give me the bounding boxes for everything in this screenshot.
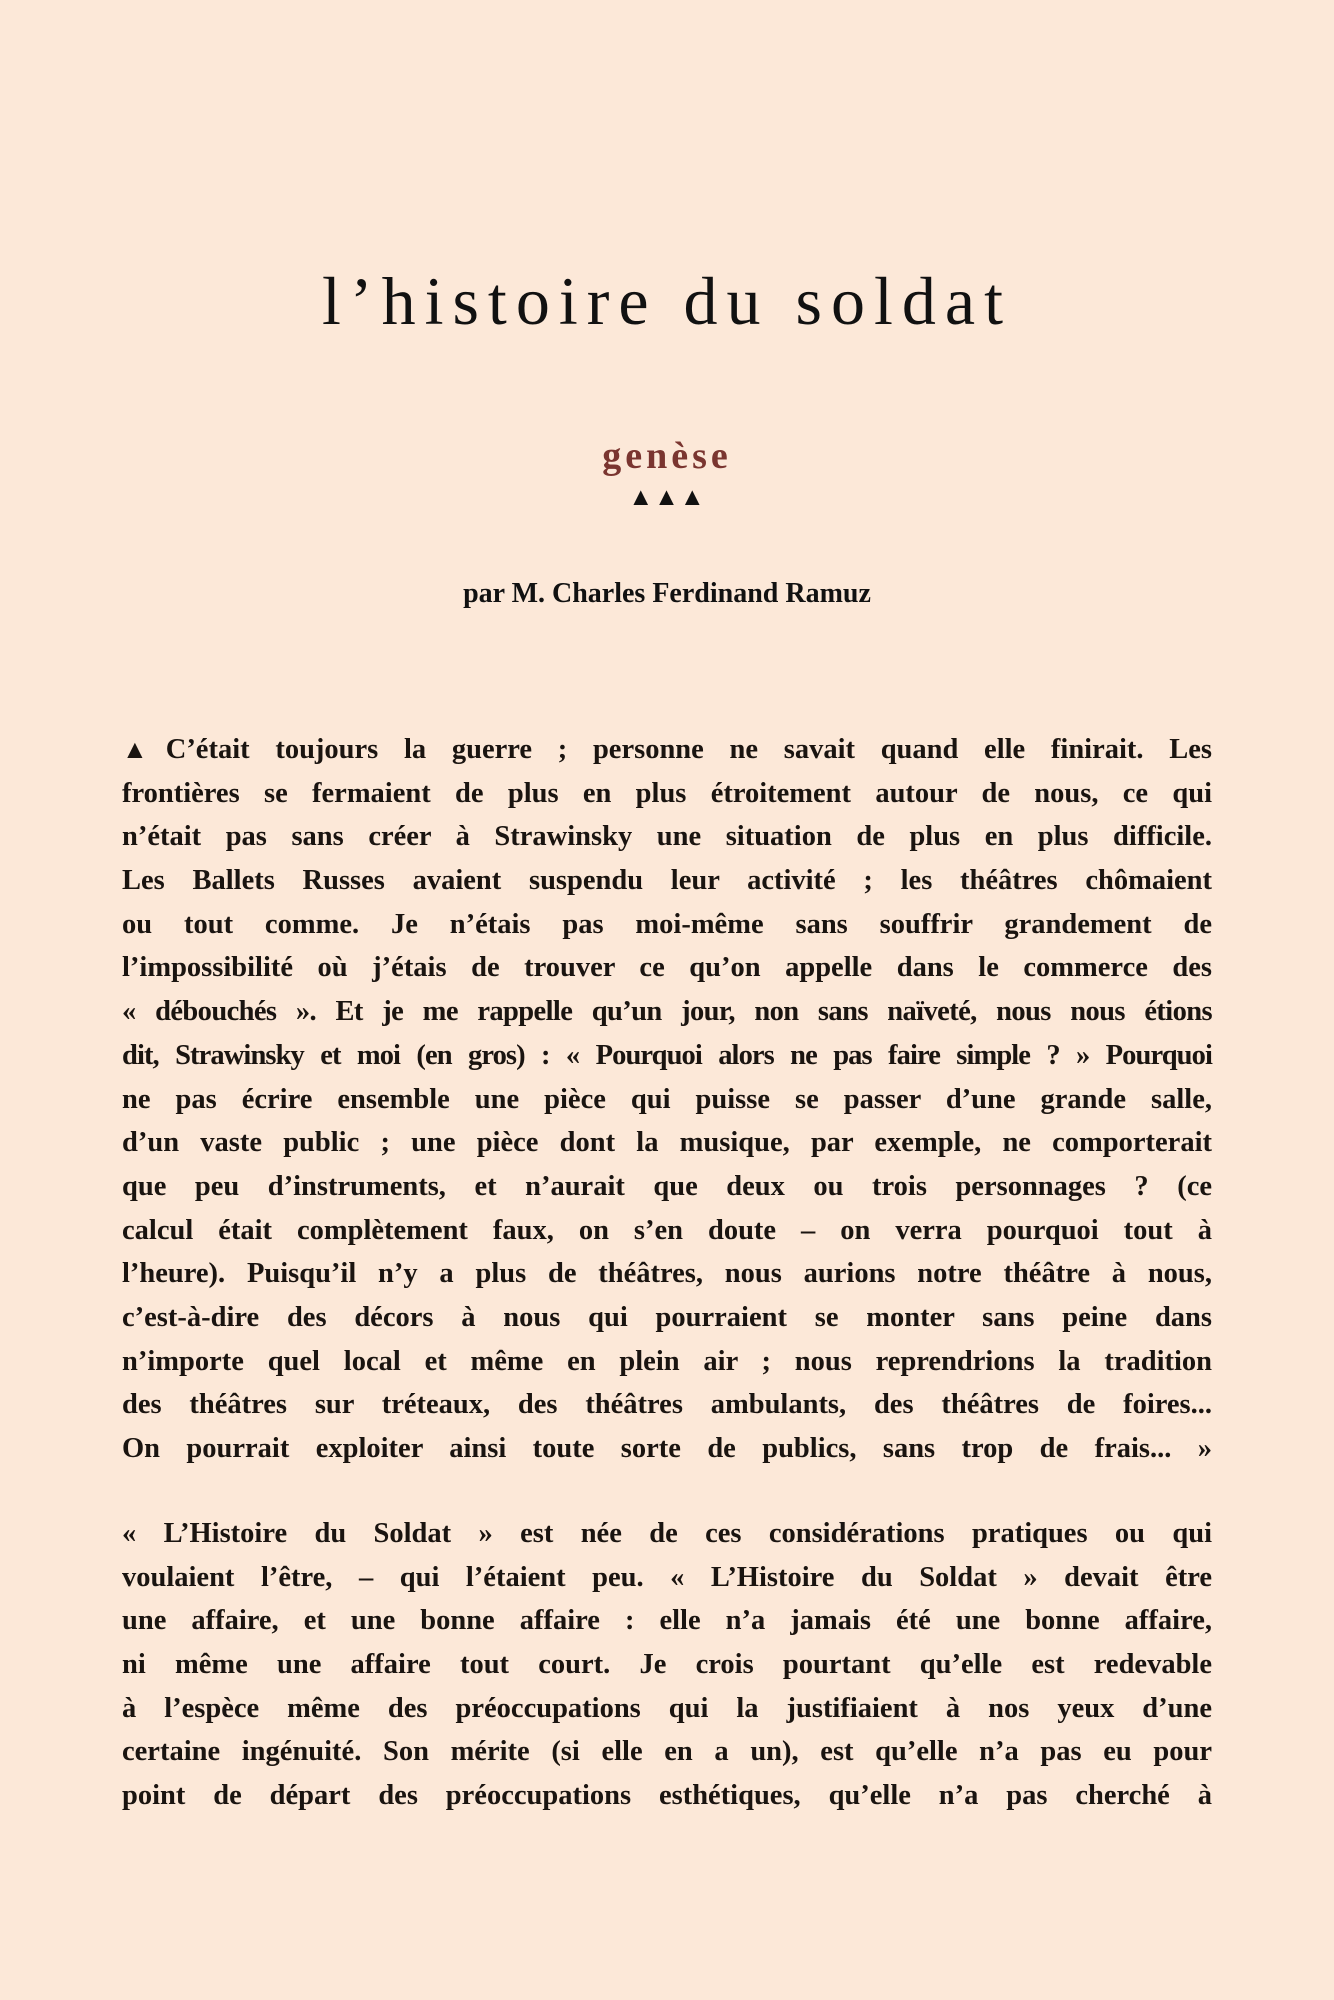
text-line: On pourrait exploiter ainsi toute sorte de publics, sans trop de frais... » xyxy=(122,1433,1212,1464)
page-title: l’histoire du soldat xyxy=(322,263,1012,339)
text-line: une affaire, et une bonne affaire : elle n’a jamais été une bonne affaire, xyxy=(122,1605,1212,1637)
text-line: n’était pas sans créer à Strawinsky une situation de plus en plus difficile. xyxy=(122,821,1212,853)
triangle-ornament-icon: ▲▲▲ xyxy=(628,484,706,511)
text-line: point de départ des préoccupations esthétiques, qu’elle n’a pas cherché à xyxy=(122,1780,1212,1812)
text-line: certaine ingénuité. Son mérite (si elle en a un), est qu’elle n’a pas eu pour xyxy=(122,1736,1212,1768)
text-line: c’est-à-dire des décors à nous qui pourraient se monter sans peine dans xyxy=(122,1301,1212,1333)
text-line xyxy=(122,728,1212,772)
text-line: ne pas écrire ensemble une pièce qui puisse se passer d’une grande salle, xyxy=(122,1083,1212,1115)
text-line: n’importe quel local et même en plein air ; nous reprendrions la tradition xyxy=(122,1345,1212,1377)
text-line: l’heure). Puisqu’il n’y a plus de théâtres, nous aurions notre théâtre à nous, xyxy=(122,1258,1212,1290)
text-line: Les Ballets Russes avaient suspendu leur activité ; les théâtres chômaient xyxy=(122,865,1212,897)
text-line: ou tout comme. Je n’étais pas moi-même sans souffrir grandement de xyxy=(122,908,1212,940)
text-line: voulaient l’être, – qui l’étaient peu. « L’Histoire du Soldat » devait être xyxy=(122,1561,1212,1593)
text-line-content: C’était toujours la guerre ; personne ne savait quand elle finirait. Les xyxy=(165,734,1212,765)
text-line: que peu d’instruments, et n’aurait que deux ou trois personnages ? (ce xyxy=(122,1170,1212,1202)
text-line: dit, Strawinsky et moi (en gros) : « Pourquoi alors ne pas faire simple ? » Pourquoi xyxy=(122,1039,1212,1071)
text-line: des théâtres sur tréteaux, des théâtres ambulants, des théâtres de foires... xyxy=(122,1389,1212,1421)
text-line: « débouchés ». Et je me rappelle qu’un jour, non sans naïveté, nous nous étions xyxy=(122,996,1212,1028)
text-line: l’impossibilité où j’étais de trouver ce qu’on appelle dans le commerce des xyxy=(122,952,1212,984)
section-title: genèse xyxy=(602,435,732,477)
author-byline: par M. Charles Ferdinand Ramuz xyxy=(463,578,871,609)
paragraph-1 xyxy=(122,728,1212,1471)
triangle-bullet-icon: ▲ xyxy=(122,735,148,764)
paragraph-2 xyxy=(122,1512,1212,1818)
text-line: ni même une affaire tout court. Je crois pourtant qu’elle est redevable xyxy=(122,1649,1212,1681)
text-line: « L’Histoire du Soldat » est née de ces considérations pratiques ou qui xyxy=(122,1518,1212,1549)
text-line: d’un vaste public ; une pièce dont la musique, par exemple, ne comporterait xyxy=(122,1127,1212,1159)
text-line: calcul était complètement faux, on s’en doute – on verra pourquoi tout à xyxy=(122,1214,1212,1246)
text-line: frontières se fermaient de plus en plus étroitement autour de nous, ce qui xyxy=(122,777,1212,809)
text-line: à l’espèce même des préoccupations qui la justifiaient à nos yeux d’une xyxy=(122,1692,1212,1724)
